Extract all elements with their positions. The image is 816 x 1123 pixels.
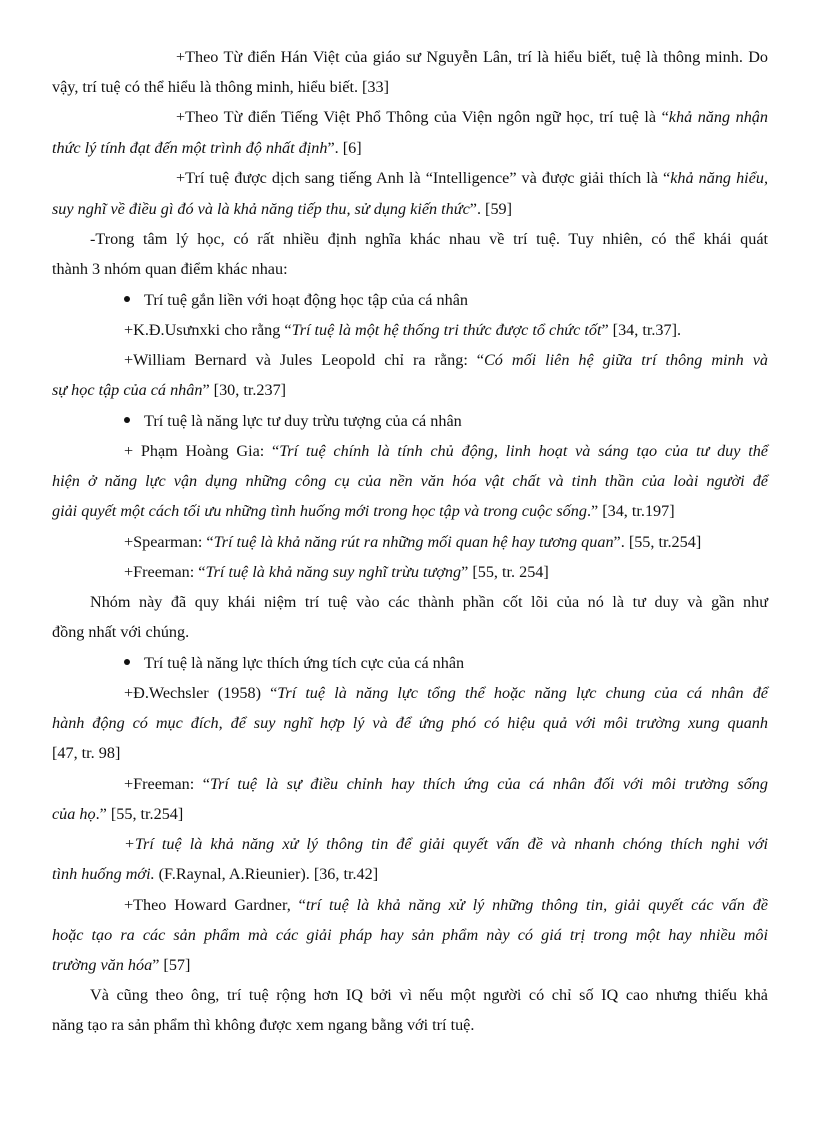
bullet-item	[124, 653, 768, 673]
text-run: ”. [59]	[469, 200, 513, 218]
bullet-icon	[124, 296, 130, 302]
text-run: +Freeman: “	[124, 563, 206, 581]
text-line	[176, 168, 768, 188]
italic-text: hành động có mục đích, để suy nghĩ hợp lý và để ứng phó có hiệu quả với môi trường xung quanh	[52, 714, 768, 732]
italic-text: hiện ở năng lực vận dụng những công cụ của nền văn hóa vật chất và tinh thần của loài người để	[52, 472, 768, 490]
text-run: vậy, trí tuệ có thể hiểu là thông minh, hiểu biết. [33]	[52, 78, 390, 96]
text-run: +Theo Từ điển Hán Việt của giáo sư Nguyễn Lân, trí là hiểu biết, tuệ là thông minh. Do	[176, 48, 768, 66]
text-line	[52, 622, 768, 642]
text-line	[52, 77, 768, 97]
bullet-item	[124, 290, 768, 310]
text-run: ” [55, tr. 254]	[461, 563, 549, 581]
text-run: + Phạm Hoàng Gia: “	[124, 442, 280, 460]
text-line	[52, 743, 768, 763]
text-run: Nhóm này đã quy khái niệm trí tuệ vào các thành phần cốt lõi của nó là tư duy và gần như	[90, 593, 768, 611]
text-line	[124, 441, 768, 461]
text-run: ” [30, tr.237]	[202, 381, 287, 399]
text-line	[90, 985, 768, 1005]
text-line	[52, 713, 768, 733]
text-line	[124, 350, 768, 370]
text-run: Và cũng theo ông, trí tuệ rộng hơn IQ bởi vì nếu một người có chỉ số IQ cao nhưng thiếu khả	[90, 986, 768, 1004]
text-line	[124, 683, 768, 703]
text-run: ”. [55, tr.254]	[613, 533, 702, 551]
text-line	[90, 592, 768, 612]
italic-text: Có mối liên hệ giữa trí thông minh và	[484, 351, 768, 369]
text-run: +Đ.Wechsler (1958) “	[124, 684, 278, 702]
italic-text: khả năng hiểu,	[670, 169, 768, 187]
text-run: ”. [6]	[327, 139, 362, 157]
text-line	[90, 229, 768, 249]
text-line	[124, 562, 768, 582]
text-line	[176, 47, 768, 67]
text-run: ” [57]	[152, 956, 191, 974]
text-run: Trí tuệ gắn liền với hoạt động học tập của cá nhân	[144, 291, 468, 309]
italic-text: khả năng nhận	[668, 108, 768, 126]
italic-text: trí tuệ là khả năng xử lý những thông tin, giải quyết các vấn đề	[305, 896, 768, 914]
text-run: +Trí tuệ được dịch sang tiếng Anh là “Intelligence” và được giải thích là “	[176, 169, 671, 187]
bullet-icon	[124, 417, 130, 423]
text-run: đồng nhất với chúng.	[52, 623, 190, 641]
italic-text: sự học tập của cá nhân	[52, 381, 203, 399]
text-run: .” [55, tr.254]	[95, 805, 184, 823]
text-line	[124, 774, 768, 794]
italic-text: Trí tuệ là năng lực tổng thể hoặc năng lực chung của cá nhân để	[277, 684, 768, 702]
italic-text: của họ	[52, 805, 96, 823]
text-run: +Theo Howard Gardner, “	[124, 896, 306, 914]
text-run: -Trong tâm lý học, có rất nhiều định nghĩa khác nhau về trí tuệ. Tuy nhiên, có thể khái quát	[90, 230, 768, 248]
text-run: thành 3 nhóm quan điểm khác nhau:	[52, 260, 288, 278]
text-run: ” [34, tr.37].	[601, 321, 682, 339]
italic-text: Trí tuệ là sự điều chỉnh hay thích ứng của cá nhân đối với môi trường sống	[209, 775, 768, 793]
text-line	[124, 532, 768, 552]
text-line	[124, 895, 768, 915]
text-run: +Freeman: “	[124, 775, 210, 793]
italic-text: Trí tuệ là khả năng rút ra những mối quan hệ hay tương quan	[213, 533, 614, 551]
text-line	[52, 259, 768, 279]
text-line	[52, 925, 768, 945]
text-line	[52, 199, 768, 219]
text-line	[124, 320, 768, 340]
bullet-item	[124, 411, 768, 431]
text-line	[52, 955, 768, 975]
text-line	[52, 380, 768, 400]
italic-text: giải quyết một cách tối ưu những tình huống mới trong học tập và trong cuộc sống	[52, 502, 587, 520]
text-line	[52, 1015, 768, 1035]
text-line	[52, 471, 768, 491]
text-line	[52, 804, 768, 824]
italic-text: thức lý tính đạt đến một trình độ nhất định	[52, 139, 328, 157]
text-run: Trí tuệ là năng lực tư duy trừu tượng của cá nhân	[144, 412, 462, 430]
text-line	[124, 834, 768, 854]
text-line	[52, 138, 768, 158]
italic-text: tình huống mới.	[52, 865, 155, 883]
italic-text: trường văn hóa	[52, 956, 153, 974]
italic-text: suy nghĩ về điều gì đó và là khả năng tiếp thu, sử dụng kiến thức	[52, 200, 470, 218]
text-run: năng tạo ra sản phẩm thì không được xem ngang bằng với trí tuệ.	[52, 1016, 475, 1034]
text-run: .” [34, tr.197]	[586, 502, 675, 520]
text-run: +Spearman: “	[124, 533, 214, 551]
italic-text: hoặc tạo ra các sản phẩm mà các giải pháp hay sản phẩm này có giá trị trong một hay nhiều môi	[52, 926, 768, 944]
italic-text: Trí tuệ chính là tính chủ động, linh hoạt và sáng tạo của tư duy thể	[279, 442, 768, 460]
italic-text: Trí tuệ là một hệ thống tri thức được tổ chức tốt	[291, 321, 602, 339]
italic-text: +Trí tuệ là khả năng xử lý thông tin để giải quyết vấn đề và nhanh chóng thích nghi với	[124, 835, 768, 853]
text-run: +Theo Từ điển Tiếng Việt Phổ Thông của Viện ngôn ngữ học, trí tuệ là “	[176, 108, 669, 126]
text-line	[176, 107, 768, 127]
text-run: [47, tr. 98]	[52, 744, 121, 762]
text-run: Trí tuệ là năng lực thích ứng tích cực của cá nhân	[144, 654, 465, 672]
text-line	[52, 864, 768, 884]
bullet-icon	[124, 659, 130, 665]
italic-text: Trí tuệ là khả năng suy nghĩ trừu tượng	[205, 563, 462, 581]
text-run: (F.Raynal, A.Rieunier). [36, tr.42]	[154, 865, 379, 883]
text-line	[52, 501, 768, 521]
text-run: +K.Đ.Usưnxki cho rằng “	[124, 321, 292, 339]
text-run: +William Bernard và Jules Leopold chỉ ra rằng: “	[124, 351, 484, 369]
